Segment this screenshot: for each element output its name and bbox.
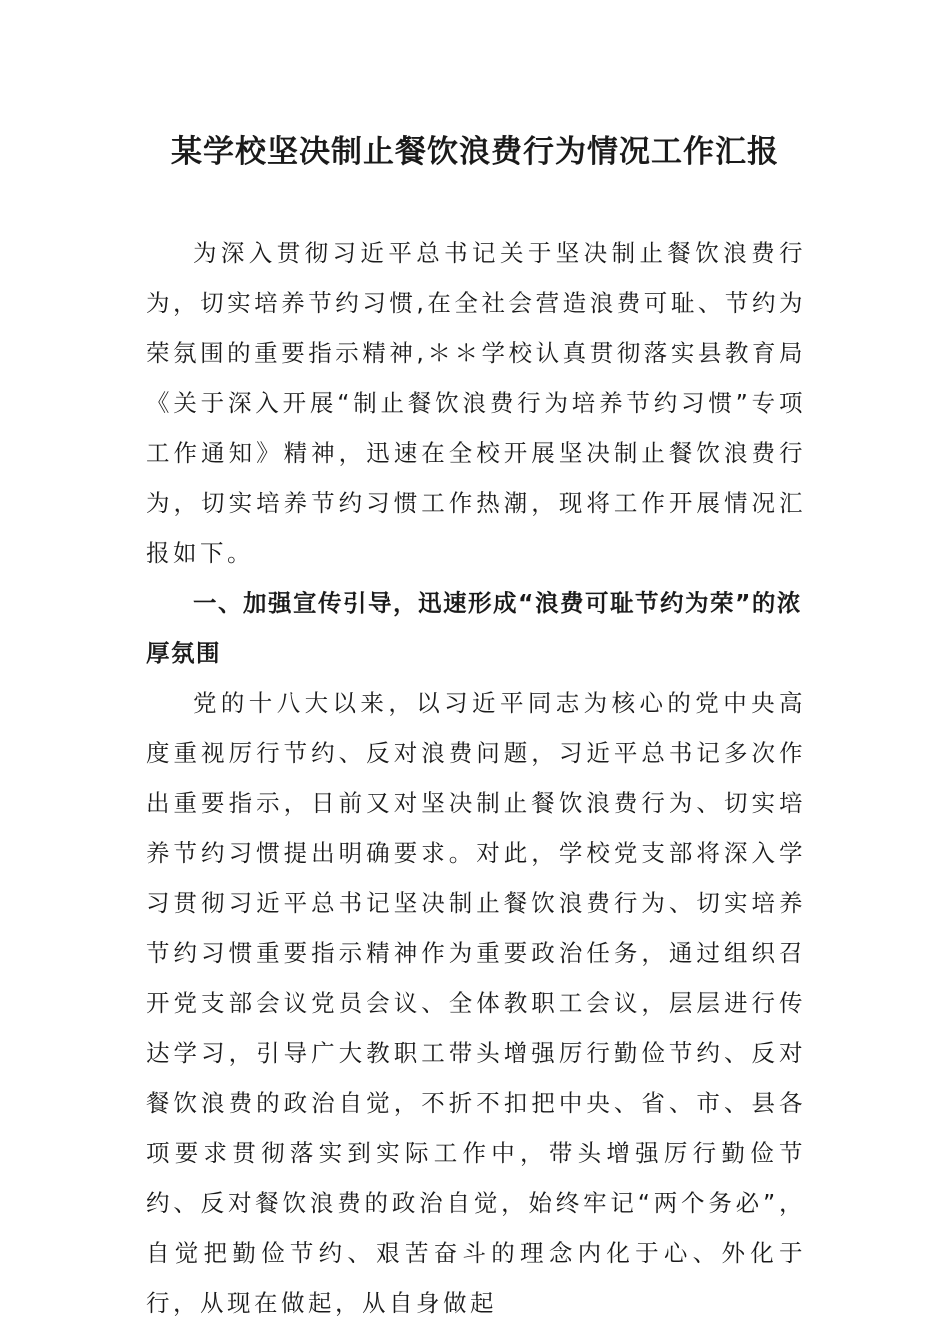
intro-paragraph: 为深入贯彻习近平总书记关于坚决制止餐饮浪费行为，切实培养节约习惯,在全社会营造浪费可耻、节约为荣氛围的重要指示精神,＊＊学校认真贯彻落实县教育局《关于深入开展“制止餐饮浪费行为培养节约习惯”专项工作通知》精神，迅速在全校开展坚决制止餐饮浪费行为，切实培养节约习惯工作热潮，现将工作开展情况汇报如下。	[146, 239, 806, 567]
document-body	[146, 228, 806, 1328]
section-1-heading: 一、加强宣传引导，迅速形成“浪费可耻节约为荣”的浓厚氛围	[146, 589, 802, 667]
section-1-paragraph: 党的十八大以来，以习近平同志为核心的党中央高度重视厉行节约、反对浪费问题，习近平总书记多次作出重要指示，日前又对坚决制止餐饮浪费行为、切实培养节约习惯提出明确要求。对此，学校党支部将深入学习贯彻习近平总书记坚决制止餐饮浪费行为、切实培养节约习惯重要指示精神作为重要政治任务，通过组织召开党支部会议党员会议、全体教职工会议，层层进行传达学习，引导广大教职工带头增强厉行勤俭节约、反对餐饮浪费的政治自觉，不折不扣把中央、省、市、县各项要求贯彻落实到实际工作中，带头增强厉行勤俭节约、反对餐饮浪费的政治自觉，始终牢记“两个务必”，自觉把勤俭节约、艰苦奋斗的理念内化于心、外化于行，从现在做起，从自身做起	[146, 689, 806, 1317]
document-title: 某学校坚决制止餐饮浪费行为情况工作汇报	[171, 134, 779, 170]
